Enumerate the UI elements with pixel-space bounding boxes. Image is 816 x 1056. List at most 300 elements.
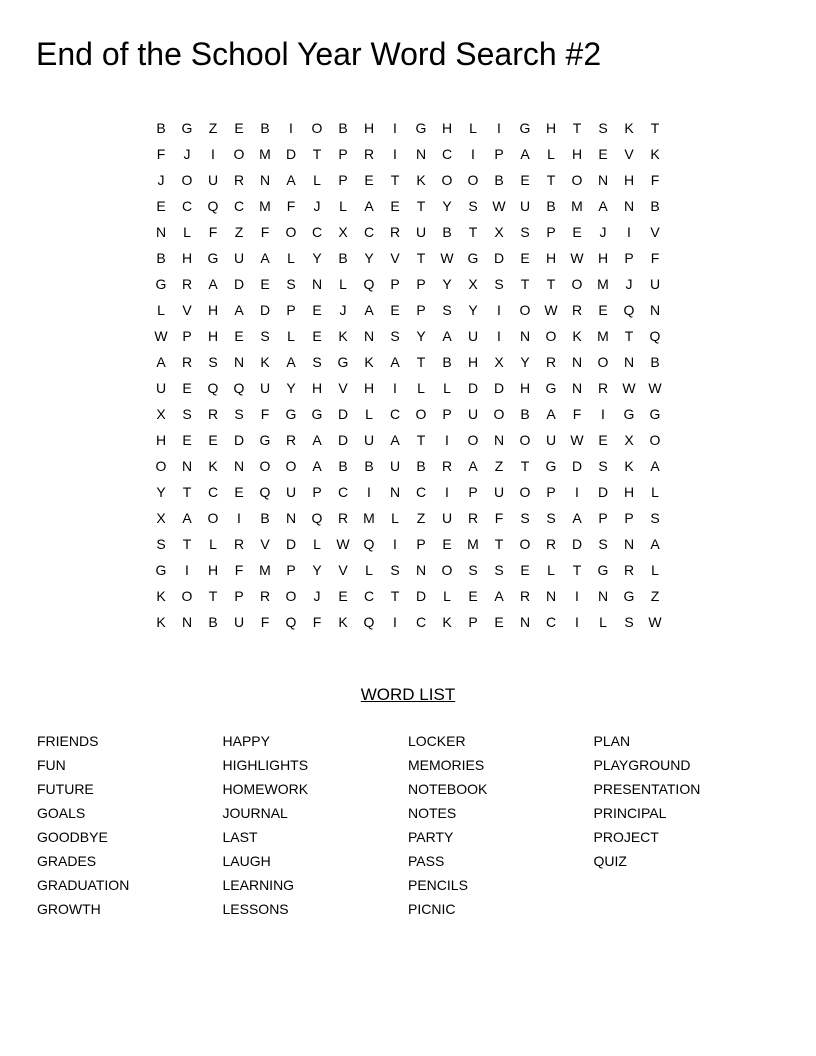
word-list-item: PENCILS xyxy=(408,877,468,893)
grid-letter: I xyxy=(445,484,449,500)
grid-letter: Z xyxy=(650,588,660,604)
grid-letter: W xyxy=(492,198,506,214)
grid-letter: G xyxy=(415,120,427,136)
grid-letter: P xyxy=(182,328,192,344)
grid-letter: L xyxy=(287,250,295,266)
grid-letter: L xyxy=(287,328,295,344)
grid-letter: N xyxy=(415,562,427,578)
grid-letter: U xyxy=(519,198,531,214)
grid-letter: F xyxy=(286,198,296,214)
grid-letter: D xyxy=(493,380,505,396)
grid-letter: E xyxy=(520,562,530,578)
grid-letter: G xyxy=(207,250,219,266)
grid-letter: C xyxy=(337,484,349,500)
grid-letter: O xyxy=(571,172,583,188)
grid-letter: N xyxy=(571,380,583,396)
grid-letter: S xyxy=(442,302,452,318)
word-list-item: NOTEBOOK xyxy=(408,781,488,797)
grid-letter: P xyxy=(624,250,634,266)
letter-grid xyxy=(148,115,668,635)
grid-letter: N xyxy=(363,328,375,344)
grid-letter: U xyxy=(415,224,427,240)
grid-letter: J xyxy=(625,276,633,292)
grid-letter: A xyxy=(364,198,374,214)
grid-letter: S xyxy=(182,406,192,422)
grid-letter: H xyxy=(155,432,167,448)
grid-letter: H xyxy=(441,120,453,136)
grid-letter: S xyxy=(286,276,296,292)
word-list-item: QUIZ xyxy=(593,853,627,869)
grid-letter: U xyxy=(285,484,297,500)
grid-letter: I xyxy=(211,146,215,162)
word-list xyxy=(37,731,779,923)
grid-letter: J xyxy=(313,588,321,604)
grid-letter: V xyxy=(624,146,634,162)
word-list-item: GRADUATION xyxy=(37,877,130,893)
grid-letter: G xyxy=(155,562,167,578)
grid-letter: Y xyxy=(442,276,452,292)
grid-letter: Y xyxy=(416,328,426,344)
grid-letter: I xyxy=(627,224,631,240)
grid-letter: T xyxy=(624,328,634,344)
grid-letter: P xyxy=(416,302,426,318)
grid-letter: I xyxy=(575,484,579,500)
grid-letter: K xyxy=(156,614,166,630)
grid-letter: G xyxy=(519,120,531,136)
grid-letter: K xyxy=(624,120,634,136)
grid-letter: R xyxy=(519,588,531,604)
grid-letter: U xyxy=(233,250,245,266)
grid-letter: I xyxy=(367,484,371,500)
grid-letter: W xyxy=(648,614,662,630)
grid-letter: E xyxy=(598,146,608,162)
grid-letter: S xyxy=(546,510,556,526)
grid-letter: H xyxy=(207,562,219,578)
grid-letter: R xyxy=(259,588,271,604)
grid-letter: T xyxy=(572,120,582,136)
grid-letter: O xyxy=(571,276,583,292)
grid-letter: D xyxy=(571,458,583,474)
grid-letter: B xyxy=(338,458,348,474)
grid-letter: T xyxy=(182,484,192,500)
grid-letter: O xyxy=(649,432,661,448)
grid-letter: G xyxy=(181,120,193,136)
word-list-item: PLAYGROUND xyxy=(593,757,691,773)
word-list-item: LAST xyxy=(222,829,258,845)
grid-letter: I xyxy=(393,380,397,396)
grid-letter: N xyxy=(519,614,531,630)
grid-letter: T xyxy=(546,276,556,292)
grid-letter: T xyxy=(390,172,400,188)
grid-letter: X xyxy=(338,224,348,240)
grid-letter: O xyxy=(493,406,505,422)
grid-letter: O xyxy=(519,432,531,448)
grid-letter: I xyxy=(445,432,449,448)
grid-letter: N xyxy=(181,458,193,474)
grid-letter: I xyxy=(393,120,397,136)
grid-letter: P xyxy=(286,302,296,318)
grid-letter: T xyxy=(546,172,556,188)
grid-letter: A xyxy=(182,510,192,526)
grid-letter: L xyxy=(547,146,555,162)
grid-letter: P xyxy=(468,614,478,630)
grid-letter: D xyxy=(233,276,245,292)
grid-letter: F xyxy=(650,172,660,188)
page-title: End of the School Year Word Search #2 xyxy=(36,36,602,72)
grid-letter: I xyxy=(393,146,397,162)
grid-letter: D xyxy=(337,406,349,422)
grid-letter: N xyxy=(233,458,245,474)
grid-letter: K xyxy=(624,458,634,474)
grid-letter: Q xyxy=(623,302,635,318)
grid-letter: A xyxy=(650,536,660,552)
word-list-item: PICNIC xyxy=(408,901,456,917)
grid-letter: N xyxy=(597,172,609,188)
grid-letter: A xyxy=(234,302,244,318)
grid-letter: E xyxy=(494,614,504,630)
grid-letter: B xyxy=(494,172,504,188)
grid-letter: S xyxy=(494,562,504,578)
grid-letter: E xyxy=(520,172,530,188)
grid-letter: C xyxy=(389,406,401,422)
grid-letter: N xyxy=(649,302,661,318)
grid-letter: R xyxy=(233,536,245,552)
grid-letter: L xyxy=(417,380,425,396)
grid-letter: P xyxy=(390,276,400,292)
grid-letter: F xyxy=(650,250,660,266)
grid-letter: W xyxy=(440,250,454,266)
grid-letter: R xyxy=(545,354,557,370)
grid-letter: R xyxy=(181,276,193,292)
grid-letter: H xyxy=(571,146,583,162)
word-list-item: PRESENTATION xyxy=(593,781,701,797)
grid-letter: T xyxy=(182,536,192,552)
grid-letter: B xyxy=(338,250,348,266)
grid-letter: K xyxy=(260,354,270,370)
grid-letter: A xyxy=(286,354,296,370)
grid-letter: A xyxy=(208,276,218,292)
grid-letter: G xyxy=(285,406,297,422)
grid-letter: V xyxy=(260,536,270,552)
grid-letter: C xyxy=(441,146,453,162)
grid-letter: V xyxy=(182,302,192,318)
grid-letter: N xyxy=(181,614,193,630)
grid-letter: C xyxy=(363,588,375,604)
grid-letter: N xyxy=(259,172,271,188)
grid-letter: U xyxy=(467,406,479,422)
grid-letter: R xyxy=(623,562,635,578)
grid-letter: V xyxy=(338,562,348,578)
grid-letter: U xyxy=(649,276,661,292)
word-list-item: GOALS xyxy=(37,805,86,821)
grid-letter: W xyxy=(648,380,662,396)
grid-letter: P xyxy=(624,510,634,526)
grid-letter: U xyxy=(363,432,375,448)
grid-letter: I xyxy=(289,120,293,136)
grid-letter: O xyxy=(285,224,297,240)
grid-letter: P xyxy=(442,406,452,422)
grid-letter: B xyxy=(650,354,660,370)
grid-letter: R xyxy=(207,406,219,422)
grid-letter: T xyxy=(494,536,504,552)
word-list-item: GOODBYE xyxy=(37,829,108,845)
grid-letter: E xyxy=(364,172,374,188)
grid-letter: W xyxy=(570,432,584,448)
grid-letter: A xyxy=(286,172,296,188)
grid-letter: E xyxy=(468,588,478,604)
grid-letter: P xyxy=(312,484,322,500)
grid-letter: B xyxy=(260,510,270,526)
grid-letter: R xyxy=(571,302,583,318)
grid-letter: N xyxy=(571,354,583,370)
word-list-item: PARTY xyxy=(408,829,454,845)
grid-letter: N xyxy=(493,432,505,448)
grid-letter: P xyxy=(494,146,504,162)
grid-letter: P xyxy=(546,484,556,500)
grid-letter: O xyxy=(233,146,245,162)
grid-letter: A xyxy=(312,458,322,474)
grid-letter: L xyxy=(183,224,191,240)
grid-letter: R xyxy=(467,510,479,526)
grid-letter: M xyxy=(597,328,609,344)
grid-letter: P xyxy=(546,224,556,240)
word-list-item: PASS xyxy=(408,853,445,869)
grid-letter: K xyxy=(338,614,348,630)
grid-letter: Y xyxy=(442,198,452,214)
grid-letter: H xyxy=(181,250,193,266)
grid-letter: C xyxy=(207,484,219,500)
grid-letter: C xyxy=(415,614,427,630)
grid-letter: R xyxy=(233,172,245,188)
grid-letter: A xyxy=(260,250,270,266)
grid-letter: B xyxy=(156,250,166,266)
grid-letter: N xyxy=(285,510,297,526)
word-list-title: WORD LIST xyxy=(360,685,456,704)
grid-letter: H xyxy=(207,302,219,318)
grid-letter: I xyxy=(471,146,475,162)
grid-letter: A xyxy=(390,354,400,370)
grid-letter: J xyxy=(339,302,347,318)
grid-letter: R xyxy=(389,224,401,240)
grid-letter: Q xyxy=(207,198,219,214)
grid-letter: B xyxy=(208,614,218,630)
grid-letter: Q xyxy=(285,614,297,630)
word-list-item: LEARNING xyxy=(222,877,295,893)
grid-letter: P xyxy=(286,562,296,578)
grid-letter: D xyxy=(285,536,297,552)
word-list-item: GROWTH xyxy=(37,901,101,917)
grid-letter: W xyxy=(154,328,168,344)
grid-letter: T xyxy=(416,432,426,448)
grid-letter: L xyxy=(651,484,659,500)
grid-letter: T xyxy=(416,250,426,266)
grid-letter: T xyxy=(572,562,582,578)
grid-letter: V xyxy=(338,380,348,396)
grid-letter: Q xyxy=(649,328,661,344)
grid-letter: X xyxy=(156,510,166,526)
grid-letter: D xyxy=(467,380,479,396)
grid-letter: Q xyxy=(207,380,219,396)
grid-letter: E xyxy=(598,432,608,448)
grid-letter: U xyxy=(233,614,245,630)
grid-letter: A xyxy=(520,146,530,162)
grid-letter: R xyxy=(363,146,375,162)
word-list-item: FRIENDS xyxy=(37,733,99,749)
grid-letter: S xyxy=(624,614,634,630)
grid-letter: L xyxy=(339,276,347,292)
grid-letter: P xyxy=(468,484,478,500)
grid-letter: W xyxy=(622,380,636,396)
grid-letter: D xyxy=(233,432,245,448)
grid-letter: J xyxy=(313,198,321,214)
grid-letter: O xyxy=(311,120,323,136)
grid-letter: Y xyxy=(312,562,322,578)
grid-letter: O xyxy=(207,510,219,526)
grid-letter: O xyxy=(181,172,193,188)
grid-letter: A xyxy=(598,198,608,214)
grid-letter: S xyxy=(156,536,166,552)
grid-letter: U xyxy=(467,328,479,344)
grid-letter: S xyxy=(208,354,218,370)
grid-letter: O xyxy=(467,172,479,188)
grid-letter: S xyxy=(468,562,478,578)
grid-letter: G xyxy=(311,406,323,422)
grid-letter: D xyxy=(259,302,271,318)
grid-letter: S xyxy=(520,224,530,240)
grid-letter: R xyxy=(441,458,453,474)
grid-letter: X xyxy=(624,432,634,448)
grid-letter: S xyxy=(598,120,608,136)
grid-letter: C xyxy=(545,614,557,630)
grid-letter: A xyxy=(156,354,166,370)
grid-letter: E xyxy=(338,588,348,604)
grid-letter: L xyxy=(209,536,217,552)
grid-letter: E xyxy=(156,198,166,214)
word-list-item: HOMEWORK xyxy=(222,781,309,797)
grid-letter: D xyxy=(337,432,349,448)
grid-letter: U xyxy=(493,484,505,500)
grid-letter: A xyxy=(494,588,504,604)
grid-letter: Z xyxy=(208,120,218,136)
grid-letter: M xyxy=(467,536,479,552)
grid-letter: F xyxy=(260,614,270,630)
grid-letter: L xyxy=(391,510,399,526)
grid-letter: R xyxy=(285,432,297,448)
grid-letter: A xyxy=(442,328,452,344)
grid-letter: S xyxy=(598,536,608,552)
word-list-item: FUN xyxy=(37,757,66,773)
grid-letter: P xyxy=(416,536,426,552)
grid-letter: M xyxy=(363,510,375,526)
grid-letter: A xyxy=(312,432,322,448)
word-list-item: JOURNAL xyxy=(222,805,288,821)
grid-letter: L xyxy=(365,562,373,578)
grid-letter: E xyxy=(234,484,244,500)
grid-letter: X xyxy=(494,354,504,370)
grid-letter: B xyxy=(442,224,452,240)
grid-letter: G xyxy=(259,432,271,448)
grid-letter: G xyxy=(467,250,479,266)
grid-letter: C xyxy=(311,224,323,240)
grid-letter: Y xyxy=(156,484,166,500)
grid-letter: E xyxy=(442,536,452,552)
grid-letter: O xyxy=(441,562,453,578)
grid-letter: I xyxy=(237,510,241,526)
grid-letter: L xyxy=(469,120,477,136)
grid-letter: L xyxy=(547,562,555,578)
grid-letter: H xyxy=(545,120,557,136)
grid-letter: R xyxy=(181,354,193,370)
grid-letter: A xyxy=(572,510,582,526)
grid-letter: N xyxy=(415,146,427,162)
grid-letter: L xyxy=(313,172,321,188)
grid-letter: S xyxy=(520,510,530,526)
grid-letter: W xyxy=(336,536,350,552)
grid-letter: E xyxy=(234,120,244,136)
grid-letter: B xyxy=(416,458,426,474)
grid-letter: S xyxy=(260,328,270,344)
grid-letter: O xyxy=(155,458,167,474)
grid-letter: V xyxy=(650,224,660,240)
grid-letter: P xyxy=(338,172,348,188)
grid-letter: T xyxy=(650,120,660,136)
grid-letter: F xyxy=(312,614,322,630)
grid-letter: I xyxy=(393,536,397,552)
grid-letter: H xyxy=(623,172,635,188)
word-list-item: PROJECT xyxy=(593,829,659,845)
grid-letter: E xyxy=(390,302,400,318)
grid-letter: H xyxy=(363,380,375,396)
grid-letter: H xyxy=(623,484,635,500)
grid-letter: V xyxy=(390,250,400,266)
grid-letter: G xyxy=(597,562,609,578)
grid-letter: H xyxy=(467,354,479,370)
word-list-item: HIGHLIGHTS xyxy=(222,757,309,773)
grid-letter: T xyxy=(416,354,426,370)
grid-letter: J xyxy=(599,224,607,240)
grid-letter: X xyxy=(494,224,504,240)
word-list-item: PLAN xyxy=(593,733,631,749)
grid-letter: B xyxy=(260,120,270,136)
grid-letter: T xyxy=(312,146,322,162)
grid-letter: G xyxy=(623,588,635,604)
grid-letter: H xyxy=(207,328,219,344)
grid-letter: Y xyxy=(468,302,478,318)
grid-letter: F xyxy=(208,224,218,240)
grid-letter: O xyxy=(597,354,609,370)
word-list-item: PRINCIPAL xyxy=(593,805,667,821)
word-list-item: GRADES xyxy=(37,853,97,869)
grid-letter: H xyxy=(363,120,375,136)
grid-letter: F xyxy=(494,510,504,526)
grid-letter: U xyxy=(441,510,453,526)
grid-letter: Z xyxy=(494,458,504,474)
grid-letter: O xyxy=(181,588,193,604)
grid-letter: Q xyxy=(233,380,245,396)
grid-letter: H xyxy=(545,250,557,266)
grid-letter: T xyxy=(416,198,426,214)
grid-letter: M xyxy=(259,146,271,162)
grid-letter: Q xyxy=(363,536,375,552)
grid-letter: L xyxy=(313,536,321,552)
grid-letter: I xyxy=(575,614,579,630)
grid-letter: E xyxy=(520,250,530,266)
grid-letter: N xyxy=(623,536,635,552)
grid-letter: U xyxy=(155,380,167,396)
grid-letter: M xyxy=(571,198,583,214)
grid-letter: Y xyxy=(520,354,530,370)
grid-letter: T xyxy=(520,276,530,292)
